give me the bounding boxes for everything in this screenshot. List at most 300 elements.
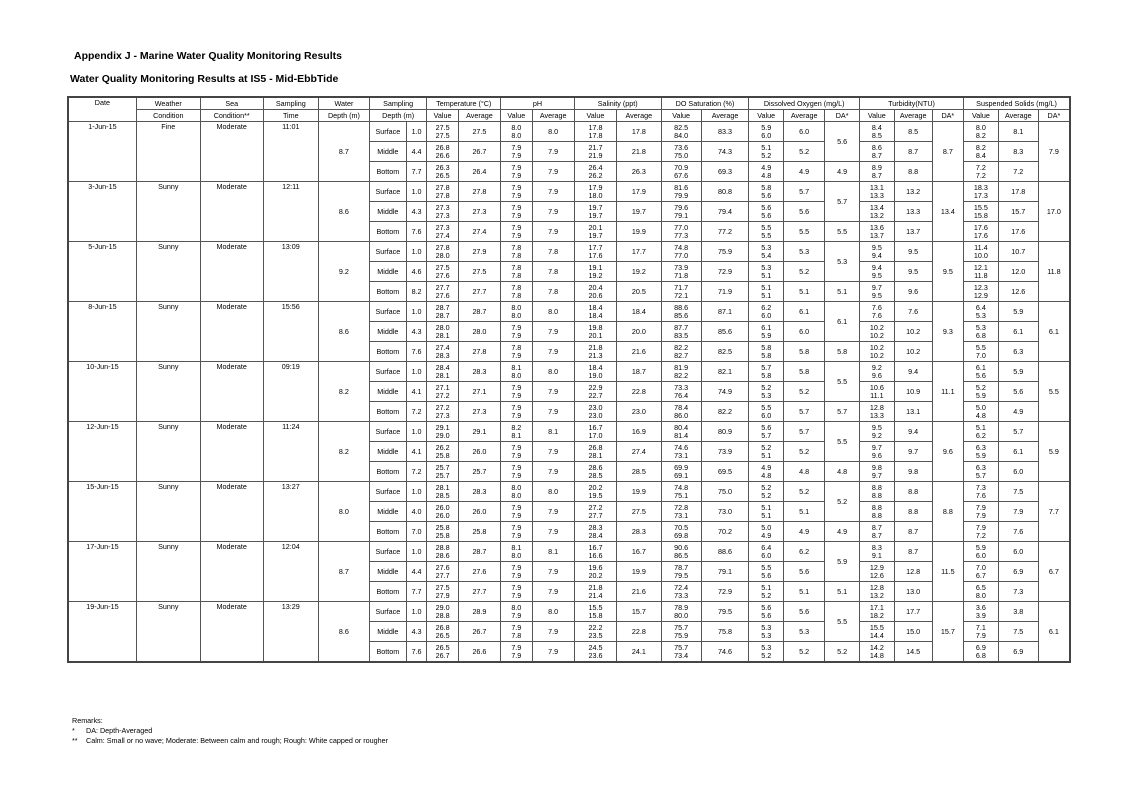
turbidity-values-reading: 9.5 (871, 290, 882, 300)
suspended-solids-average: 5.6 (998, 382, 1038, 402)
do-saturation-values-reading: 77.0 (674, 222, 689, 232)
ph-average: 8.0 (532, 362, 574, 382)
do-saturation-values (661, 602, 701, 622)
salinity-values-reading: 28.5 (588, 470, 603, 480)
temperature-values-reading: 26.7 (435, 650, 450, 660)
turbidity-values-reading: 10.2 (869, 350, 884, 360)
temperature-values-reading: 26.5 (435, 170, 450, 180)
suspended-solids-values-reading: 18.3 (973, 182, 988, 192)
sampling-depth-cell: 4.0 (406, 502, 427, 522)
ph-values (501, 542, 532, 562)
dissolved-oxygen-average: 5.8 (784, 362, 825, 382)
salinity-values-reading: 21.8 (588, 582, 603, 592)
ph-average: 7.8 (532, 282, 574, 302)
sampling-depth-cell: 4.3 (406, 622, 427, 642)
weather-cell: Sunny (136, 242, 200, 302)
suspended-solids-da: 5.9 (1038, 422, 1070, 482)
temperature-values-reading: 26.5 (435, 630, 450, 640)
turbidity-values (860, 402, 895, 422)
dissolved-oxygen-average: 6.1 (784, 302, 825, 322)
dissolved-oxygen-da: 5.8 (825, 342, 860, 362)
do-saturation-average: 82.1 (701, 362, 749, 382)
suspended-solids-values-reading: 8.4 (975, 150, 986, 160)
salinity-values-reading: 26.2 (588, 170, 603, 180)
temperature-average: 28.3 (458, 482, 500, 502)
sampling-level-cell: Middle (369, 202, 406, 222)
salinity-values (574, 202, 616, 222)
turbidity-average: 13.2 (894, 182, 932, 202)
turbidity-average: 10.2 (894, 342, 932, 362)
temperature-average: 26.0 (458, 502, 500, 522)
turbidity-average: 13.7 (894, 222, 932, 242)
dissolved-oxygen-values-reading: 6.2 (761, 302, 772, 312)
dissolved-oxygen-values (749, 402, 784, 422)
water-depth-cell: 8.2 (318, 422, 369, 482)
salinity-values-reading: 15.8 (588, 610, 603, 620)
dissolved-oxygen-average: 5.1 (784, 502, 825, 522)
temperature-average: 25.8 (458, 522, 500, 542)
do-saturation-values-reading: 78.7 (674, 562, 689, 572)
do-saturation-values-reading: 81.6 (674, 182, 689, 192)
turbidity-values-reading: 9.5 (871, 270, 882, 280)
temperature-values-reading: 27.3 (435, 410, 450, 420)
sampling-level-cell: Middle (369, 142, 406, 162)
do-saturation-average: 75.9 (701, 242, 749, 262)
table-row (68, 542, 1070, 562)
salinity-values-reading: 19.1 (588, 262, 603, 272)
date-cell: 3-Jun-15 (68, 182, 136, 242)
ph-values-reading: 7.9 (511, 650, 522, 660)
remark-item (72, 736, 388, 746)
turbidity-values-reading: 8.7 (871, 150, 882, 160)
ph-values-reading: 7.9 (511, 442, 522, 452)
suspended-solids-da: 7.9 (1038, 122, 1070, 182)
temperature-average: 27.3 (458, 402, 500, 422)
suspended-solids-values-reading: 6.1 (975, 362, 986, 372)
suspended-solids-average: 5.9 (998, 362, 1038, 382)
suspended-solids-average: 6.1 (998, 322, 1038, 342)
temperature-values (427, 182, 458, 202)
salinity-values (574, 442, 616, 462)
ph-average: 7.9 (532, 322, 574, 342)
salinity-average: 18.7 (617, 362, 661, 382)
do-saturation-values-reading: 71.8 (674, 270, 689, 280)
sea-condition-cell: Moderate (200, 482, 263, 542)
salinity-values-reading: 26.4 (588, 162, 603, 172)
header-da: DA* (932, 110, 963, 122)
temperature-values-reading: 28.0 (435, 250, 450, 260)
temperature-average: 27.8 (458, 182, 500, 202)
header-salinity: Salinity (ppt) (574, 97, 661, 110)
suspended-solids-values-reading: 7.9 (975, 630, 986, 640)
sampling-level-cell: Surface (369, 242, 406, 262)
ph-values (501, 182, 532, 202)
ph-values-reading: 8.0 (511, 602, 522, 612)
ph-values-reading: 7.9 (511, 190, 522, 200)
dissolved-oxygen-da: 5.3 (825, 242, 860, 282)
ph-values-reading: 7.9 (511, 470, 522, 480)
temperature-values (427, 402, 458, 422)
dissolved-oxygen-average: 5.2 (784, 262, 825, 282)
dissolved-oxygen-average: 5.2 (784, 142, 825, 162)
turbidity-values-reading: 13.3 (869, 190, 884, 200)
salinity-values-reading: 19.0 (588, 370, 603, 380)
suspended-solids-values (964, 162, 999, 182)
ph-values-reading: 7.8 (511, 250, 522, 260)
dissolved-oxygen-values (749, 142, 784, 162)
weather-cell: Fine (136, 122, 200, 182)
turbidity-values-reading: 17.1 (869, 602, 884, 612)
salinity-values-reading: 16.7 (588, 542, 603, 552)
salinity-values (574, 282, 616, 302)
header-temperature: Temperature (°C) (427, 97, 501, 110)
temperature-values-reading: 27.4 (435, 342, 450, 352)
salinity-values (574, 142, 616, 162)
salinity-values-reading: 23.6 (588, 650, 603, 660)
temperature-values-reading: 28.5 (435, 490, 450, 500)
dissolved-oxygen-da: 4.9 (825, 162, 860, 182)
temperature-values-reading: 27.2 (435, 402, 450, 412)
suspended-solids-values (964, 642, 999, 663)
do-saturation-values-reading: 88.6 (674, 302, 689, 312)
salinity-values-reading: 17.7 (588, 242, 603, 252)
header-sea-sub: Condition** (200, 110, 263, 122)
sampling-level-cell: Surface (369, 302, 406, 322)
sampling-level-cell: Middle (369, 442, 406, 462)
temperature-values (427, 462, 458, 482)
salinity-values-reading: 19.7 (588, 210, 603, 220)
do-saturation-values-reading: 79.5 (674, 570, 689, 580)
weather-cell: Sunny (136, 422, 200, 482)
temperature-average: 27.6 (458, 562, 500, 582)
sampling-level-cell: Surface (369, 122, 406, 142)
do-saturation-values-reading: 77.3 (674, 230, 689, 240)
salinity-values-reading: 27.7 (588, 510, 603, 520)
dissolved-oxygen-da: 5.2 (825, 642, 860, 663)
do-saturation-values-reading: 77.0 (674, 250, 689, 260)
salinity-values (574, 162, 616, 182)
salinity-average: 20.5 (617, 282, 661, 302)
water-depth-cell: 8.0 (318, 482, 369, 542)
turbidity-values (860, 282, 895, 302)
dissolved-oxygen-values (749, 522, 784, 542)
dissolved-oxygen-values-reading: 5.6 (761, 210, 772, 220)
do-saturation-values-reading: 74.8 (674, 482, 689, 492)
suspended-solids-values-reading: 7.3 (975, 482, 986, 492)
water-depth-cell: 8.2 (318, 362, 369, 422)
sampling-level-cell: Bottom (369, 342, 406, 362)
sampling-depth-cell: 7.7 (406, 582, 427, 602)
dissolved-oxygen-values-reading: 5.0 (761, 522, 772, 532)
sampling-time-cell: 13:27 (263, 482, 318, 542)
sampling-depth-cell: 4.6 (406, 262, 427, 282)
temperature-values-reading: 28.7 (435, 302, 450, 312)
sampling-depth-cell: 7.7 (406, 162, 427, 182)
turbidity-values-reading: 11.1 (870, 390, 884, 400)
sampling-depth-cell: 7.6 (406, 342, 427, 362)
do-saturation-values-reading: 81.4 (674, 430, 689, 440)
turbidity-da: 8.8 (932, 482, 963, 542)
turbidity-average: 12.8 (894, 562, 932, 582)
suspended-solids-values-reading: 6.0 (975, 550, 986, 560)
header-da: DA* (1038, 110, 1070, 122)
suspended-solids-values (964, 262, 999, 282)
salinity-values (574, 302, 616, 322)
dissolved-oxygen-values-reading: 5.1 (761, 510, 772, 520)
dissolved-oxygen-values (749, 622, 784, 642)
ph-average: 7.9 (532, 642, 574, 663)
table-row (68, 122, 1070, 142)
temperature-values-reading: 27.8 (435, 242, 450, 252)
temperature-values-reading: 26.3 (435, 162, 450, 172)
table-row (68, 302, 1070, 322)
turbidity-average: 9.6 (894, 282, 932, 302)
salinity-values-reading: 19.7 (588, 202, 603, 212)
temperature-values (427, 542, 458, 562)
salinity-values (574, 542, 616, 562)
ph-values-reading: 7.9 (511, 322, 522, 332)
suspended-solids-average: 5.9 (998, 302, 1038, 322)
ph-values-reading: 7.9 (511, 590, 522, 600)
do-saturation-average: 72.9 (701, 582, 749, 602)
ph-average: 7.9 (532, 182, 574, 202)
dissolved-oxygen-values (749, 202, 784, 222)
sampling-depth-cell: 1.0 (406, 362, 427, 382)
turbidity-values (860, 242, 895, 262)
temperature-values (427, 122, 458, 142)
suspended-solids-average: 6.3 (998, 342, 1038, 362)
suspended-solids-values (964, 502, 999, 522)
remark-marker: ** (72, 736, 78, 745)
turbidity-values-reading: 9.2 (871, 430, 882, 440)
turbidity-values (860, 162, 895, 182)
salinity-values (574, 362, 616, 382)
temperature-values-reading: 27.3 (435, 222, 450, 232)
turbidity-values (860, 622, 895, 642)
salinity-values-reading: 19.2 (588, 270, 603, 280)
ph-values-reading: 7.8 (511, 282, 522, 292)
turbidity-average: 17.7 (894, 602, 932, 622)
header-da: DA* (825, 110, 860, 122)
salinity-average: 26.3 (617, 162, 661, 182)
salinity-values-reading: 17.8 (588, 122, 603, 132)
turbidity-values-reading: 13.3 (869, 410, 884, 420)
temperature-values (427, 302, 458, 322)
temperature-values-reading: 27.3 (435, 210, 450, 220)
header-sampling-sub: Time (263, 110, 318, 122)
dissolved-oxygen-average: 5.5 (784, 222, 825, 242)
suspended-solids-average: 7.9 (998, 502, 1038, 522)
header-sampling: Sampling (263, 97, 318, 110)
do-saturation-values-reading: 72.1 (674, 290, 689, 300)
dissolved-oxygen-average: 5.3 (784, 622, 825, 642)
suspended-solids-values (964, 382, 999, 402)
ph-values-reading: 7.9 (511, 582, 522, 592)
header-value: Value (574, 110, 616, 122)
turbidity-da: 9.3 (932, 302, 963, 362)
dissolved-oxygen-values (749, 342, 784, 362)
suspended-solids-average: 12.6 (998, 282, 1038, 302)
temperature-values (427, 602, 458, 622)
turbidity-values (860, 462, 895, 482)
do-saturation-values (661, 262, 701, 282)
ph-values-reading: 7.9 (511, 530, 522, 540)
temperature-values (427, 442, 458, 462)
salinity-values (574, 342, 616, 362)
dissolved-oxygen-values-reading: 4.8 (761, 470, 772, 480)
salinity-values (574, 502, 616, 522)
do-saturation-values (661, 142, 701, 162)
salinity-values-reading: 17.6 (588, 250, 603, 260)
dissolved-oxygen-values-reading: 5.5 (761, 230, 772, 240)
suspended-solids-values-reading: 7.9 (975, 510, 986, 520)
salinity-values-reading: 26.8 (588, 442, 603, 452)
suspended-solids-average: 8.3 (998, 142, 1038, 162)
ph-values (501, 122, 532, 142)
sampling-level-cell: Surface (369, 542, 406, 562)
do-saturation-values (661, 482, 701, 502)
do-saturation-average: 79.1 (701, 562, 749, 582)
suspended-solids-values-reading: 6.4 (975, 302, 986, 312)
ph-average: 7.9 (532, 522, 574, 542)
ph-values (501, 222, 532, 242)
suspended-solids-da: 6.1 (1038, 302, 1070, 362)
turbidity-values-reading: 9.7 (871, 442, 882, 452)
ph-values (501, 202, 532, 222)
temperature-values-reading: 28.3 (435, 350, 450, 360)
dissolved-oxygen-da: 5.9 (825, 542, 860, 582)
temperature-values-reading: 27.5 (435, 130, 450, 140)
do-saturation-values (661, 542, 701, 562)
dissolved-oxygen-values-reading: 5.2 (761, 650, 772, 660)
dissolved-oxygen-average: 6.2 (784, 542, 825, 562)
suspended-solids-values-reading: 7.2 (975, 530, 986, 540)
turbidity-values-reading: 14.2 (869, 642, 884, 652)
dissolved-oxygen-values (749, 322, 784, 342)
dissolved-oxygen-values (749, 362, 784, 382)
suspended-solids-values-reading: 10.0 (973, 250, 988, 260)
temperature-values-reading: 26.8 (435, 622, 450, 632)
do-saturation-values-reading: 79.6 (674, 202, 689, 212)
salinity-average: 17.9 (617, 182, 661, 202)
ph-average: 8.0 (532, 602, 574, 622)
salinity-values-reading: 22.7 (588, 390, 603, 400)
temperature-average: 27.8 (458, 342, 500, 362)
temperature-values-reading: 26.5 (435, 642, 450, 652)
do-saturation-values (661, 582, 701, 602)
header-turbidity: Turbidity(NTU) (860, 97, 964, 110)
ph-values-reading: 7.9 (511, 410, 522, 420)
dissolved-oxygen-average: 6.0 (784, 322, 825, 342)
dissolved-oxygen-values-reading: 5.4 (761, 250, 772, 260)
sampling-time-cell: 13:09 (263, 242, 318, 302)
remarks-title: Remarks: (72, 716, 103, 725)
ph-values-reading: 7.8 (511, 290, 522, 300)
do-saturation-average: 82.2 (701, 402, 749, 422)
temperature-values-reading: 27.6 (435, 290, 450, 300)
temperature-average: 29.1 (458, 422, 500, 442)
salinity-average: 19.7 (617, 202, 661, 222)
temperature-values-reading: 27.2 (435, 390, 450, 400)
salinity-values (574, 262, 616, 282)
suspended-solids-values-reading: 12.1 (973, 262, 988, 272)
turbidity-values (860, 502, 895, 522)
temperature-values-reading: 27.8 (435, 190, 450, 200)
turbidity-values (860, 142, 895, 162)
suspended-solids-da: 6.1 (1038, 602, 1070, 663)
temperature-values-reading: 27.6 (435, 562, 450, 572)
salinity-values (574, 322, 616, 342)
turbidity-values (860, 122, 895, 142)
temperature-values-reading: 26.0 (435, 510, 450, 520)
dissolved-oxygen-values-reading: 6.4 (761, 542, 772, 552)
temperature-values (427, 342, 458, 362)
dissolved-oxygen-values (749, 242, 784, 262)
sampling-level-cell: Bottom (369, 522, 406, 542)
suspended-solids-values (964, 362, 999, 382)
turbidity-average: 13.1 (894, 402, 932, 422)
weather-cell: Sunny (136, 542, 200, 602)
dissolved-oxygen-values-reading: 4.9 (761, 462, 772, 472)
sampling-level-cell: Surface (369, 182, 406, 202)
suspended-solids-values-reading: 3.9 (975, 610, 986, 620)
ph-values-reading: 8.0 (511, 130, 522, 140)
table-row (68, 362, 1070, 382)
salinity-values-reading: 23.0 (588, 402, 603, 412)
sampling-level-cell: Surface (369, 602, 406, 622)
dissolved-oxygen-average: 5.1 (784, 282, 825, 302)
sea-condition-cell: Moderate (200, 242, 263, 302)
turbidity-da: 15.7 (932, 602, 963, 663)
turbidity-da: 13.4 (932, 182, 963, 242)
dissolved-oxygen-values-reading: 5.8 (761, 350, 772, 360)
ph-values (501, 322, 532, 342)
do-saturation-average: 79.4 (701, 202, 749, 222)
ph-values (501, 562, 532, 582)
salinity-values-reading: 21.9 (588, 150, 603, 160)
salinity-average: 15.7 (617, 602, 661, 622)
temperature-values-reading: 28.1 (435, 330, 450, 340)
water-depth-cell: 8.6 (318, 182, 369, 242)
temperature-values-reading: 29.0 (435, 430, 450, 440)
turbidity-values-reading: 9.6 (871, 370, 882, 380)
turbidity-values-reading: 8.8 (871, 490, 882, 500)
turbidity-values-reading: 12.6 (869, 570, 884, 580)
ph-values (501, 302, 532, 322)
do-saturation-values-reading: 82.7 (674, 350, 689, 360)
ph-average: 7.9 (532, 222, 574, 242)
salinity-average: 19.9 (617, 482, 661, 502)
header-average: Average (532, 110, 574, 122)
salinity-values-reading: 28.4 (588, 530, 603, 540)
do-saturation-average: 74.3 (701, 142, 749, 162)
header-value: Value (964, 110, 999, 122)
ph-values-reading: 7.9 (511, 610, 522, 620)
turbidity-average: 9.4 (894, 362, 932, 382)
ph-average: 7.9 (532, 142, 574, 162)
do-saturation-values (661, 462, 701, 482)
salinity-average: 21.8 (617, 142, 661, 162)
suspended-solids-values (964, 462, 999, 482)
ph-values (501, 602, 532, 622)
temperature-values-reading: 27.3 (435, 202, 450, 212)
suspended-solids-values (964, 522, 999, 542)
dissolved-oxygen-da: 5.1 (825, 282, 860, 302)
ph-values (501, 442, 532, 462)
header-average: Average (701, 110, 749, 122)
dissolved-oxygen-values-reading: 5.1 (761, 282, 772, 292)
suspended-solids-average: 17.8 (998, 182, 1038, 202)
